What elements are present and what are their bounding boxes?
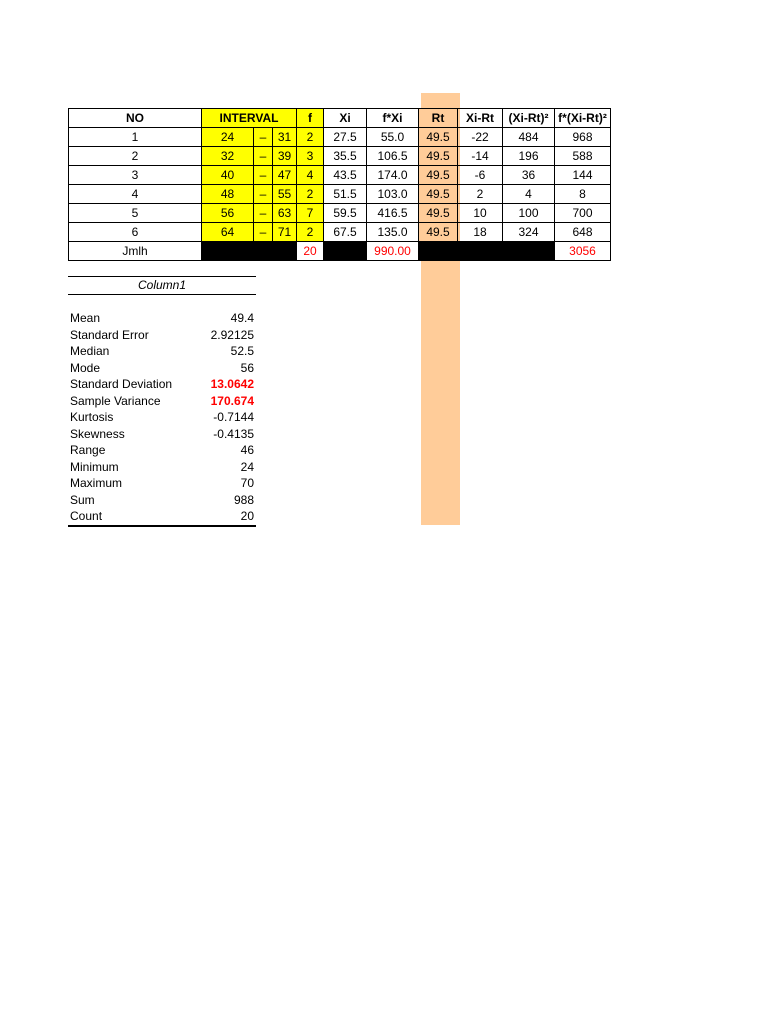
stats-row (68, 409, 256, 426)
interval-dash-cell: – (254, 147, 273, 166)
stats-value: 49.4 (230, 311, 254, 325)
interval-dash-cell: – (254, 223, 273, 242)
stats-label: Sample Variance (70, 393, 161, 408)
frequency-cell: 2 (297, 128, 324, 147)
stats-label: Sum (70, 492, 95, 507)
frequency-cell: 2 (297, 223, 324, 242)
f-times-squared-cell: 700 (555, 204, 611, 223)
stats-row (68, 327, 256, 344)
interval-upper-cell: 55 (273, 185, 297, 204)
stats-label: Count (70, 509, 103, 523)
stats-row (68, 492, 256, 509)
stats-label: Standard Deviation (70, 377, 173, 391)
row-no-cell: 6 (69, 223, 202, 242)
header-no: NO (69, 109, 202, 128)
interval-dash-cell: – (254, 185, 273, 204)
interval-upper-cell: 47 (273, 166, 297, 185)
xi-rt-squared-cell: 484 (503, 128, 555, 147)
table-row (69, 204, 611, 223)
total-fxi: 990.00 (367, 242, 419, 261)
interval-lower-cell: 40 (202, 166, 254, 185)
frequency-cell: 7 (297, 204, 324, 223)
row-no-cell: 2 (69, 147, 202, 166)
xi-minus-rt-cell: -22 (458, 128, 503, 147)
midpoint-cell: 27.5 (324, 128, 367, 147)
total-xi-cell (324, 242, 367, 261)
interval-dash-cell: – (254, 204, 273, 223)
stats-row (68, 376, 256, 393)
xi-minus-rt-cell: 10 (458, 204, 503, 223)
interval-upper-cell: 31 (273, 128, 297, 147)
stats-value: 2.92125 (210, 327, 254, 342)
total-f: 20 (297, 242, 324, 261)
midpoint-cell: 67.5 (324, 223, 367, 242)
stats-row (68, 393, 256, 410)
interval-lower-cell: 56 (202, 204, 254, 223)
f-times-xi-cell: 135.0 (367, 223, 419, 242)
stats-label: Skewness (70, 426, 125, 441)
row-no-cell: 1 (69, 128, 202, 147)
f-times-xi-cell: 174.0 (367, 166, 419, 185)
interval-lower-cell: 48 (202, 185, 254, 204)
table-header-row (69, 109, 611, 128)
stats-label: Maximum (70, 476, 123, 490)
table-row (69, 185, 611, 204)
f-times-xi-cell: 55.0 (367, 128, 419, 147)
f-times-squared-cell: 588 (555, 147, 611, 166)
header-f: f (297, 109, 324, 128)
table-row (69, 223, 611, 242)
stats-value: 56 (240, 360, 254, 375)
header-f-xi-rt-squared: f*(Xi-Rt)² (555, 109, 611, 128)
f-times-squared-cell: 968 (555, 128, 611, 147)
stats-row (68, 475, 256, 492)
stats-value: 70 (240, 476, 254, 490)
xi-rt-squared-cell: 100 (503, 204, 555, 223)
stats-row (68, 508, 256, 525)
stats-value: 46 (240, 443, 254, 457)
table-row (69, 128, 611, 147)
f-times-xi-cell: 106.5 (367, 147, 419, 166)
total-label: Jmlh (69, 242, 202, 261)
frequency-cell: 4 (297, 166, 324, 185)
xi-minus-rt-cell: -14 (458, 147, 503, 166)
stats-value: -0.7144 (213, 410, 254, 424)
rt-value-cell: 49.5 (419, 128, 458, 147)
f-times-squared-cell: 648 (555, 223, 611, 242)
stats-row (68, 426, 256, 443)
rt-value-cell: 49.5 (419, 204, 458, 223)
midpoint-cell: 35.5 (324, 147, 367, 166)
header-xi-rt: Xi-Rt (458, 109, 503, 128)
interval-upper-cell: 63 (273, 204, 297, 223)
stats-row (68, 459, 256, 476)
stats-label: Standard Error (70, 327, 149, 342)
stats-row (68, 310, 256, 327)
xi-minus-rt-cell: -6 (458, 166, 503, 185)
table-total-row (69, 242, 611, 261)
xi-rt-squared-cell: 324 (503, 223, 555, 242)
stats-row (68, 360, 256, 377)
rt-value-cell: 49.5 (419, 185, 458, 204)
rt-value-cell: 49.5 (419, 147, 458, 166)
interval-lower-cell: 24 (202, 128, 254, 147)
xi-rt-squared-cell: 4 (503, 185, 555, 204)
stats-value: 170.674 (210, 393, 254, 408)
row-no-cell: 5 (69, 204, 202, 223)
xi-minus-rt-cell: 18 (458, 223, 503, 242)
stats-row (68, 343, 256, 360)
header-xi: Xi (324, 109, 367, 128)
header-rt: Rt (419, 109, 458, 128)
row-no-cell: 3 (69, 166, 202, 185)
frequency-table (68, 108, 611, 261)
header-fxi: f*Xi (367, 109, 419, 128)
f-times-xi-cell: 416.5 (367, 204, 419, 223)
stats-row (68, 442, 256, 459)
frequency-cell: 3 (297, 147, 324, 166)
interval-upper-cell: 71 (273, 223, 297, 242)
stats-value: 20 (240, 509, 254, 523)
total-rt-cell (419, 242, 458, 261)
interval-lower-cell: 64 (202, 223, 254, 242)
total-interval-cell (202, 242, 297, 261)
f-times-xi-cell: 103.0 (367, 185, 419, 204)
stats-value: 24 (240, 459, 254, 474)
f-times-squared-cell: 8 (555, 185, 611, 204)
stats-value: 988 (233, 492, 254, 507)
stats-value: 52.5 (230, 344, 254, 358)
xi-rt-squared-cell: 196 (503, 147, 555, 166)
rt-value-cell: 49.5 (419, 166, 458, 185)
stats-label: Mean (70, 311, 101, 325)
stats-label: Mode (70, 360, 101, 375)
total-fsq: 3056 (555, 242, 611, 261)
midpoint-cell: 43.5 (324, 166, 367, 185)
midpoint-cell: 59.5 (324, 204, 367, 223)
stats-label: Range (70, 443, 106, 457)
interval-dash-cell: – (254, 166, 273, 185)
frequency-cell: 2 (297, 185, 324, 204)
midpoint-cell: 51.5 (324, 185, 367, 204)
table-row (69, 147, 611, 166)
stats-label: Kurtosis (70, 410, 114, 424)
total-xi-rt-cell (458, 242, 503, 261)
interval-dash-cell: – (254, 128, 273, 147)
row-no-cell: 4 (69, 185, 202, 204)
stats-value: -0.4135 (213, 426, 254, 441)
rt-value-cell: 49.5 (419, 223, 458, 242)
stats-label: Median (70, 344, 110, 358)
stats-value: 13.0642 (210, 377, 254, 391)
interval-lower-cell: 32 (202, 147, 254, 166)
xi-rt-squared-cell: 36 (503, 166, 555, 185)
stats-label: Minimum (70, 459, 119, 474)
f-times-squared-cell: 144 (555, 166, 611, 185)
xi-minus-rt-cell: 2 (458, 185, 503, 204)
stats-title: Column1 (68, 276, 256, 295)
header-xi-rt-squared: (Xi-Rt)² (503, 109, 555, 128)
interval-upper-cell: 39 (273, 147, 297, 166)
table-row (69, 166, 611, 185)
total-sq-cell (503, 242, 555, 261)
header-interval: INTERVAL (202, 109, 297, 128)
descriptive-statistics (68, 276, 256, 527)
